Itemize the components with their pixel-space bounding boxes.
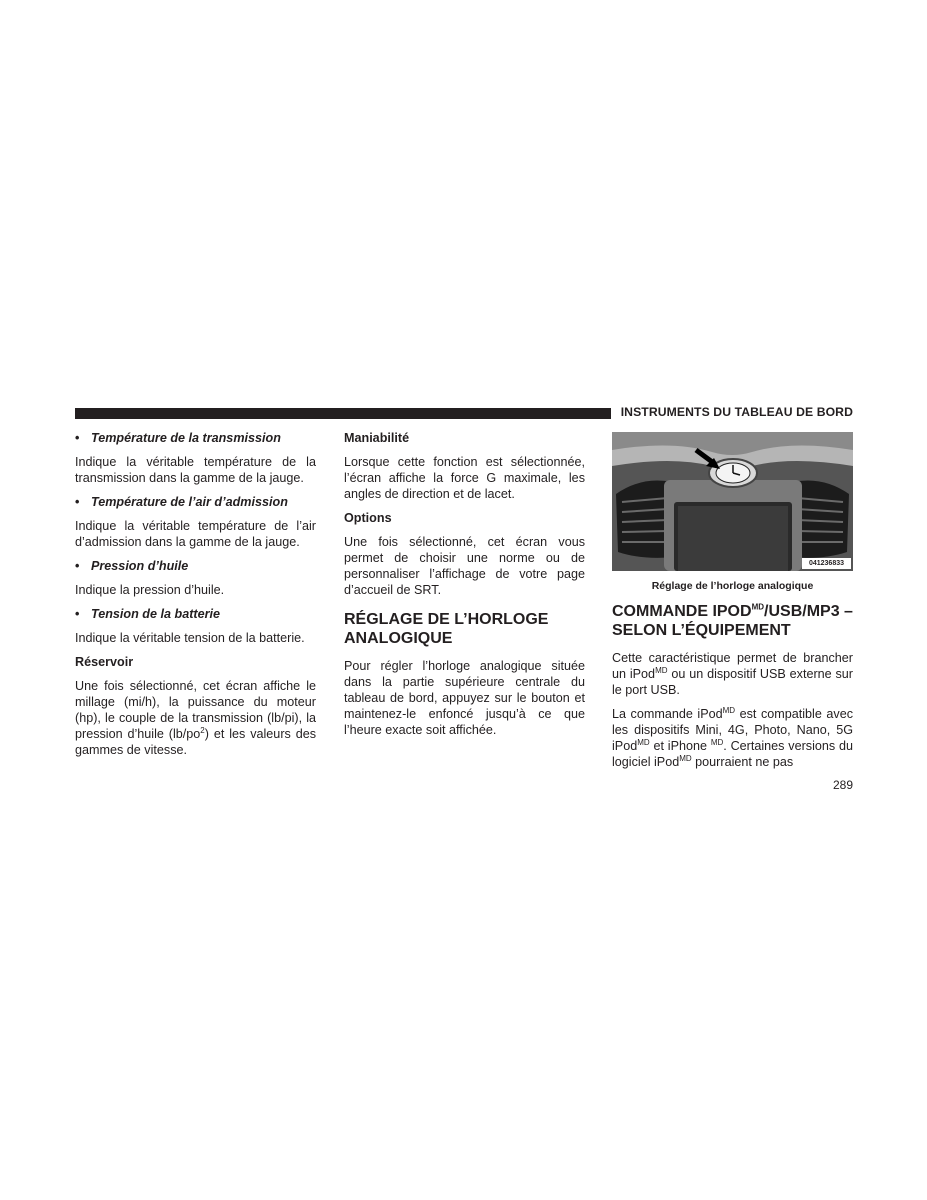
section-heading-clock: RÉGLAGE DE L’HORLOGE ANALOGIQUE — [344, 611, 549, 647]
text-run: La commande iPod — [612, 707, 723, 721]
bullet-icon: • — [75, 431, 80, 445]
superscript: MD — [655, 665, 668, 675]
bullet-item — [75, 606, 316, 622]
heading-run: /USB/MP3 – SELON L’ÉQUIPEMENT — [612, 603, 853, 639]
bullet-title: Pression d’huile — [91, 559, 189, 573]
figure-caption: Réglage de l’horloge analogique — [651, 580, 814, 592]
heading-run: COMMANDE IPOD — [612, 603, 752, 620]
text-run: Une fois sélectionné, cet écran affiche le millage (mi/h), la puissance du moteur (hp), le couple de la transmission (lb/pi), la pression d’huile (lb/po — [75, 679, 316, 741]
superscript: MD — [722, 705, 736, 715]
text-run: ) et les valeurs des gammes de vitesse. — [75, 727, 316, 757]
body-paragraph: Pour régler l’horloge analogique située dans la partie supérieure centrale du tableau de bord, appuyez sur le bouton et maintenez-le enfoncé jusqu’à ce que l’heure exacte soit affichée. — [344, 659, 585, 737]
body-paragraph: Une fois sélectionné, cet écran vous permet de choisir une norme ou de personnaliser l’affichage de votre page d’accueil de SRT. — [344, 535, 585, 597]
subheading-maniabilite: Maniabilité — [344, 431, 410, 445]
dashboard-clock-figure — [612, 432, 853, 571]
body-paragraph — [612, 650, 853, 698]
bullet-item — [75, 430, 316, 446]
bullet-icon: • — [75, 559, 80, 573]
bullet-title: Température de l’air d’admission — [91, 495, 288, 509]
text-run: pourraient ne pas — [691, 755, 794, 769]
subheading-reservoir: Réservoir — [75, 655, 134, 669]
text-run: ou un dispositif USB externe sur le port USB. — [612, 667, 853, 697]
body-paragraph: Indique la pression d’huile. — [75, 583, 225, 597]
superscript: MD — [679, 753, 692, 763]
subheading-options: Options — [344, 511, 392, 525]
bullet-title: Température de la transmission — [91, 431, 281, 445]
body-paragraph: Indique la véritable tension de la batterie. — [75, 631, 305, 645]
superscript: MD — [710, 737, 724, 747]
bullet-item — [75, 494, 316, 510]
body-paragraph: Lorsque cette fonction est sélectionnée, l’écran affiche la force G maximale, les angles de direction et de lacet. — [344, 455, 585, 501]
figure-code: 041236833 — [808, 560, 845, 567]
superscript: MD — [637, 737, 650, 747]
column-middle — [344, 430, 585, 746]
text-run: et iPhone — [649, 739, 711, 753]
dashboard-photo-icon — [612, 432, 853, 571]
bullet-item — [75, 558, 316, 574]
section-title: INSTRUMENTS DU TABLEAU DE BORD — [620, 405, 853, 419]
column-right — [612, 430, 853, 778]
bullet-icon: • — [75, 495, 80, 509]
body-paragraph — [612, 706, 853, 770]
body-paragraph — [75, 678, 316, 758]
body-paragraph: Indique la véritable température de l’air d’admission dans la gamme de la jauge. — [75, 519, 316, 549]
superscript: MD — [751, 602, 765, 612]
text-run: est compatible avec les dispositifs Mini, 4G, Photo, Nano, 5G iPod — [612, 707, 853, 753]
section-heading-ipod — [612, 602, 853, 640]
superscript: 2 — [200, 725, 205, 735]
body-paragraph: Indique la véritable température de la transmission dans la gamme de la jauge. — [75, 455, 316, 485]
text-run: . Certaines versions du logiciel iPod — [612, 739, 853, 769]
column-left — [75, 430, 316, 766]
bullet-title: Tension de la batterie — [91, 607, 220, 621]
bullet-icon: • — [75, 607, 80, 621]
page-number: 289 — [832, 778, 853, 792]
text-run: Cette caractéristique permet de brancher un iPod — [612, 651, 853, 681]
header-rule — [75, 408, 611, 419]
